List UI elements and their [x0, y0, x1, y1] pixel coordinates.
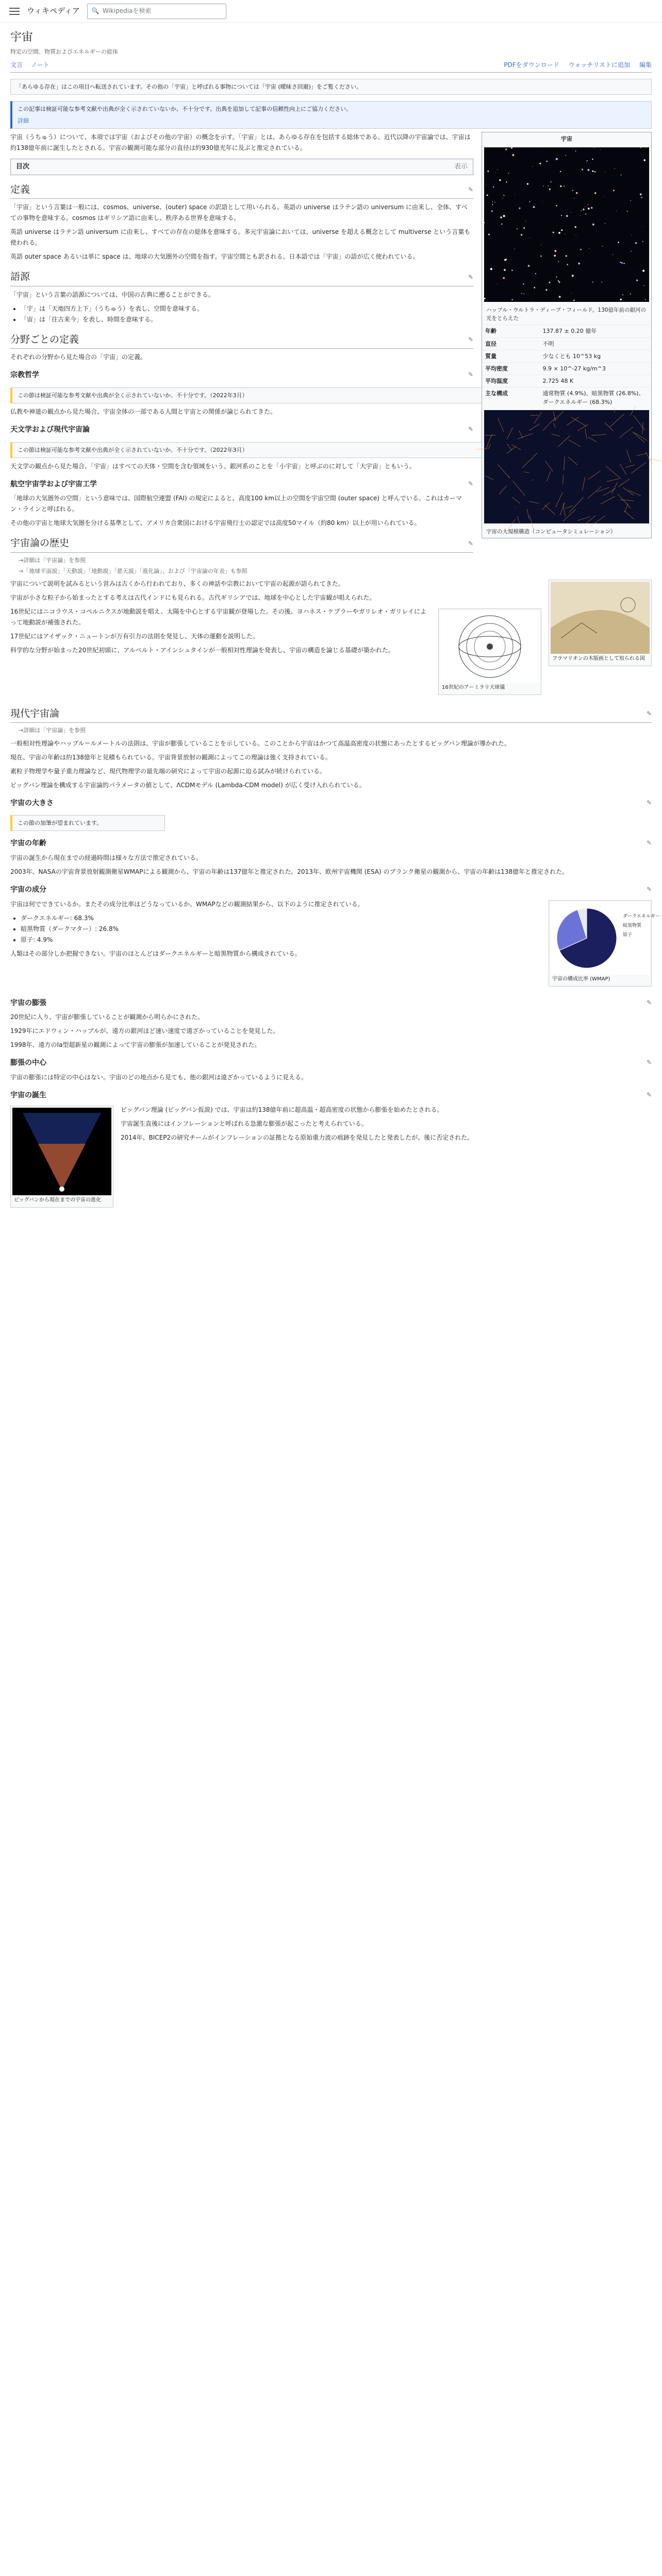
galaxy-dot [565, 155, 566, 156]
galaxy-dot [582, 168, 583, 170]
paragraph: 一般相対性理論やハッブル＝ルメートルの法則は、宇宙が膨張していることを示している。このことから宇宙はかつて高温高密度の状態にあったとするビッグバン理論が導かれた。 [10, 739, 510, 747]
thumbnail-caption: フラマリオンの木版画として知られる図 [552, 656, 645, 662]
paragraph: 現在、宇宙の年齢は約138億年と見積もられている。宇宙背景放射の観測によってこの理論は強く支持されている。 [10, 753, 332, 761]
galaxy-dot [642, 270, 644, 272]
infobox-value: 通常物質 (4.9%)、暗黒物質 (26.8%)、ダークエネルギー (68.3%) [540, 387, 651, 408]
heading-text: 宇宙の年齢 [10, 839, 46, 848]
galaxy-dot [487, 171, 489, 172]
galaxy-dot [556, 276, 557, 277]
galaxy-dot [491, 210, 493, 212]
galaxy-dot [600, 149, 601, 150]
galaxy-dot [576, 192, 578, 194]
paragraph: 人類はその部分しか把握できない。宇宙のほとんどはダークエネルギーと暗黒物質から構成されている。 [10, 950, 301, 957]
heading-text: 現代宇宙論 [10, 708, 60, 720]
galaxy-dot [506, 181, 507, 182]
paragraph: 宇宙誕生直後にはインフレーションと呼ばれる急激な膨張が起こったと考えられている。 [121, 1120, 368, 1127]
galaxy-dot [505, 148, 507, 150]
filament [485, 435, 496, 436]
paragraph: 宇宙が小さな粒子から始まったとする考えは古代インドにも見られる。古代ギリシアでは、地球を中心とした宇宙観が唱えられた。 [10, 594, 376, 602]
galaxy-dot [561, 215, 562, 216]
birth-thumbnail[interactable] [10, 1106, 113, 1208]
galaxy-dot [560, 185, 561, 187]
galaxy-dot [484, 298, 486, 299]
galaxy-dot [573, 300, 575, 301]
galaxy-dot [594, 192, 596, 194]
galaxy-dot [636, 279, 638, 281]
subsection-heading [10, 838, 652, 850]
galaxy-dot [620, 299, 622, 300]
galaxy-dot [554, 255, 556, 257]
infobox-key: 直径 [482, 337, 540, 350]
section-heading [10, 269, 473, 286]
galaxy-dot [559, 281, 560, 283]
subsection-heading [10, 998, 652, 1009]
infobox-value: 137.87 ± 0.20 億年 [540, 325, 651, 337]
galaxy-dot [591, 207, 592, 209]
paragraph: 英語 universe はラテン語 universum に由来し、すべての存在の総体を意味する。多元宇宙論においては、universe を超える概念として multiverse という言葉も使われる。 [10, 228, 471, 247]
galaxy-dot [545, 289, 547, 291]
hubble-deep-field-image[interactable] [484, 147, 649, 302]
large-scale-structure-image[interactable] [484, 410, 649, 523]
galaxy-dot [602, 246, 603, 247]
edit-pencil-icon[interactable]: ✎ [646, 710, 652, 718]
heading-text: 宗教哲学 [10, 371, 39, 380]
galaxy-dot [534, 287, 535, 289]
subsection-heading [10, 798, 652, 809]
paragraph: 2014年、BICEP2の研究チームがインフレーションの証拠となる原始重力波の痕跡を発見したと発表したが、後に否定された。 [121, 1133, 474, 1141]
heading-text: 宇宙の大きさ [10, 799, 54, 807]
watchlist-button[interactable]: ウォッチリストに追加 [568, 61, 630, 69]
galaxy-dot [588, 208, 590, 210]
galaxy-dot [622, 294, 623, 295]
galaxy-dot [563, 211, 564, 212]
page-subtitle: 特定の空間、物質およびエネルギーの総体 [10, 48, 118, 56]
galaxy-dot [640, 193, 642, 195]
heading-text: 宇宙の成分 [10, 885, 46, 894]
paragraph: 「宇宙」という言葉は一般には、cosmos、universe、(outer) space の訳語として用いられる。英語の universe はラテン語の universum に由来し、全体、すべての事物を意味する。cosmos はギリシア語に由来し、秩序ある世界を意味する。 [10, 204, 468, 222]
heading-text: 膨張の中心 [10, 1059, 46, 1067]
galaxy-dot [535, 273, 536, 274]
galaxy-dot [556, 158, 558, 160]
galaxy-dot [575, 150, 576, 151]
galaxy-dot [558, 280, 559, 281]
infobox-key: 平均密度 [482, 362, 540, 375]
galaxy-dot [492, 201, 493, 202]
galaxy-dot [587, 160, 588, 161]
edit-button[interactable]: 編集 [639, 61, 652, 69]
galaxy-dot [588, 204, 589, 205]
galaxy-dot [503, 277, 505, 279]
heading-text: 語源 [10, 271, 30, 283]
galaxy-dot [508, 173, 509, 174]
paragraph: 16世紀にはニコラウス・コペルニクスが地動説を唱え、太陽を中心とする宇宙観が登場した。その後、ヨハネス・ケプラーやガリレオ・ガリレイによって地動説が補強された。 [10, 608, 426, 626]
galaxy-dot [484, 222, 485, 223]
infobox-title: 宇宙 [561, 135, 572, 142]
galaxy-dot [549, 282, 550, 283]
section-notice: この節の加筆が望まれています。 [10, 815, 165, 831]
page-title: 宇宙 [10, 31, 34, 44]
paragraph: 英語 outer space あるいは単に space は、地球の大気圏外の空間を指す。宇宙空間とも訳される。日本語では「宇宙」の語が広く使われている。 [10, 253, 419, 261]
subsection-heading [10, 370, 473, 381]
sources-notice [10, 101, 652, 129]
galaxy-dot [501, 224, 502, 225]
galaxy-dot [528, 265, 530, 267]
intro-paragraph: 宇宙（うちゅう）について、本項では宇宙（およびその他の宇宙）の概念を示す。「宇宙」とは、あらゆる存在を包括する総体である。近代以降の宇宙論では、宇宙は約138億年前に誕生したとされる。宇宙の観測可能な部分の直径は約930億光年に及ぶと推定されている。 [10, 133, 471, 151]
galaxy-dot [558, 261, 559, 262]
infobox-key: 質量 [482, 350, 540, 362]
menu-icon[interactable] [9, 8, 20, 15]
galaxy-dot [503, 215, 505, 217]
paragraph: 宇宙は何でできているか。またその成分比率はどうなっているか。WMAPなどの観測結果から、以下のように推定されている。 [10, 900, 364, 908]
galaxy-dot [549, 189, 551, 190]
galaxy-dot [496, 283, 497, 284]
galaxy-dot [566, 215, 568, 217]
hatnote[interactable]: →「地球平面説」「天動説」「地動説」「慈天説」「進化論」、および「宇宙論の年表」も参照 [19, 567, 247, 574]
top-bar [0, 0, 662, 23]
heading-text: 宇宙の誕生 [10, 1091, 46, 1099]
galaxy-dot [581, 210, 582, 211]
pie-label: 暗黒物質 [623, 923, 642, 928]
section-heading [10, 182, 473, 199]
galaxy-dot [539, 163, 541, 164]
armillary-thumbnail[interactable] [438, 608, 541, 695]
galaxy-dot [548, 185, 549, 187]
heading-text: 分野ごとの定義 [10, 333, 79, 345]
infobox-value: 9.9 × 10^-27 kg/m^3 [540, 362, 651, 375]
pie-label: ダークエネルギー [623, 913, 660, 919]
list-item: • 「宇」は「天地四方上下」（うちゅう）を表し、空間を意味する。 [21, 303, 652, 314]
galaxy-dot [511, 147, 513, 149]
paragraph: 科学的な分野が始まった20世紀初頭に、アルベルト・アインシュタインが一般相対性理論を発表し、宇宙の構造を論じる基礎が築かれた。 [10, 647, 394, 654]
section-notice: この節は検証可能な参考文献や出典が全く示されていないか、不十分です。（2022年3月） [10, 442, 652, 458]
galaxy-dot [623, 263, 625, 264]
paragraph: 天文学の観点から見た場合、「宇宙」はすべての天体・空間を含む領域をいう。銀河系のことを「小宇宙」と呼ぶのに対して「大宇宙」ともいう。 [10, 462, 416, 470]
edit-pencil-icon[interactable]: ✎ [646, 885, 652, 893]
galaxy-dot [503, 195, 504, 196]
list-item: • 暗黒物質（ダークマター）: 26.8% [21, 924, 652, 935]
heading-text: 宇宙論の歴史 [10, 537, 70, 549]
galaxy-dot [511, 299, 512, 300]
paragraph: ビッグバン理論を構成する宇宙論的パラメータの値として、ΛCDMモデル (Lambda-CDM model) が広く受け入れられている。 [10, 781, 366, 789]
pie-chart [551, 902, 660, 974]
paragraph: 17世紀にはアイザック・ニュートンが万有引力の法則を発見し、天体の運動を説明した。 [10, 633, 259, 640]
infobox-key: 年齢 [482, 325, 540, 337]
edit-pencil-icon[interactable]: ✎ [646, 998, 652, 1006]
hatnote[interactable]: →詳細は「宇宙論」を参照 [19, 727, 86, 734]
galaxy-dot [566, 255, 567, 257]
search-placeholder: Wikipediaを検索 [102, 7, 152, 15]
composition-pie-thumbnail[interactable] [549, 900, 660, 987]
galaxy-dot [558, 232, 560, 234]
galaxy-dot [592, 171, 593, 172]
infobox-image-caption: ハッブル・ウルトラ・ディープ・フィールド。130億年前の銀河の光をとらえた [486, 307, 646, 322]
galaxy-dot [643, 159, 646, 161]
structure-svg [484, 410, 649, 523]
armillary-image [440, 611, 539, 683]
paragraph: ビッグバン理論 (ビッグバン仮説) では、宇宙は約138億年前に超高温・超高密度の状態から膨張を始めたとされる。 [121, 1106, 443, 1113]
flammarion-image [551, 582, 650, 654]
heading-text: 天文学および現代宇宙論 [10, 426, 90, 434]
sources-notice-text: この記事は検証可能な参考文献や出典が全く示されていないか、不十分です。出典を追加して記事の信頼性向上にご協力ください。 [18, 105, 352, 112]
galaxy-dot [532, 166, 533, 167]
section-heading [10, 332, 473, 349]
galaxy-dot [618, 242, 619, 243]
galaxy-dot [630, 293, 631, 294]
bigbang-image [12, 1108, 111, 1195]
paragraph: 宇宙について説明を試みるという営みは古くから行われており、多くの神話や宗教において宇宙の起源が語られてきた。 [10, 580, 344, 588]
galaxy-dot [493, 187, 494, 188]
galaxy-dot [533, 206, 535, 208]
heading-text: 航空宇宙学および宇宙工学 [10, 480, 97, 488]
infobox-value: 不明 [540, 337, 651, 350]
section-notice: この節は検証可能な参考文献や出典が全く示されていないか、不十分です。（2022年3月） [10, 387, 652, 403]
toc-toggle[interactable]: 表示 [454, 162, 468, 171]
galaxy-dot [581, 249, 582, 250]
tab-talk[interactable]: ノート [31, 61, 49, 69]
paragraph: 「宇宙」という言葉の語源については、中国の古典に遡ることができる。 [10, 291, 214, 298]
galaxy-dot [561, 229, 562, 231]
galaxy-dot [621, 175, 622, 176]
galaxy-dot [640, 147, 641, 148]
galaxy-dot [585, 213, 586, 214]
infobox-table [482, 325, 651, 408]
list-item: • 原子: 4.9% [21, 935, 652, 945]
subsection-heading [10, 885, 652, 896]
list-item: • ダークエネルギー: 68.3% [21, 913, 652, 924]
galaxy-dot [543, 185, 544, 186]
galaxy-dot [601, 282, 602, 283]
galaxy-dot [500, 216, 502, 218]
site-logo[interactable]: ウィキペディア [27, 6, 80, 15]
deep-field-svg [484, 147, 649, 302]
galaxy-dot [592, 159, 593, 160]
galaxy-dot [572, 190, 573, 191]
galaxy-dot [627, 211, 628, 212]
galaxy-dot [492, 204, 493, 205]
paragraph: 素粒子物理学や量子重力理論など、現代物理学の最先端の研究によって宇宙の起源に迫る試みが続けられている。 [10, 767, 326, 775]
galaxy-dot [527, 183, 528, 184]
galaxy-dot [523, 227, 525, 229]
galaxy-dot [488, 233, 490, 235]
hatnote[interactable]: →詳細は「宇宙論」を参照 [19, 556, 86, 564]
flammarion-thumbnail[interactable] [549, 580, 652, 666]
galaxy-dot [641, 197, 642, 198]
section-heading [10, 706, 652, 723]
galaxy-dot [583, 209, 584, 210]
thumbnail-caption: 宇宙の構成比率 (WMAP) [552, 976, 610, 982]
galaxy-dot [521, 234, 522, 235]
galaxy-dot [556, 205, 557, 207]
paragraph: 仏教や神道の観点から見た場合、宇宙全体の一部である人間と宇宙との関係が論じられてきた。 [10, 408, 277, 416]
subsection-heading [10, 479, 473, 490]
galaxy-dot [554, 250, 556, 252]
edit-pencil-icon[interactable]: ✎ [468, 426, 473, 433]
galaxy-dot [499, 179, 501, 181]
galaxy-dot [635, 242, 637, 244]
galaxy-dot [578, 263, 580, 265]
infobox-value: 少なくとも 10^53 kg [540, 350, 651, 362]
galaxy-dot [511, 269, 513, 271]
galaxy-dot [519, 208, 520, 209]
thumbnail-caption: 16世紀のアーミラリ天球儀 [442, 685, 505, 691]
galaxy-dot [567, 264, 568, 265]
galaxy-dot [588, 169, 590, 171]
galaxy-dot [621, 262, 623, 264]
galaxy-dot [620, 262, 621, 263]
second-image-caption: 宇宙の大規模構造（コンピュータシミュレーション） [486, 528, 616, 535]
galaxy-dot [490, 268, 492, 270]
subsection-heading [10, 1090, 652, 1101]
paragraph: 「地球の大気圏外の空間」という意味では、国際航空連盟 (FAI) の規定によると、高度100 km以上の空間を宇宙空間 (outer space) と呼んでいる。これはカーマン・ラインと呼ばれる。 [10, 495, 462, 513]
search-input[interactable] [87, 4, 226, 19]
galaxy-dot [517, 228, 518, 229]
paragraph: 宇宙の誕生から現在までの経過時間は様々な方法で推定されている。 [10, 854, 203, 861]
edit-pencil-icon[interactable]: ✎ [468, 480, 473, 487]
galaxy-dot [551, 181, 552, 182]
tab-article[interactable]: 文言 [10, 61, 23, 69]
paragraph: 2003年、NASAの宇宙背景放射観測衛星WMAPによる観測から、宇宙の年齢は137億年と推定された。2013年、欧州宇宙機関 (ESA) のプランク衛星の観測から、宇宙の年齢は138億年と推定された。 [10, 868, 569, 875]
sources-notice-details[interactable]: 詳細 [18, 117, 29, 124]
galaxy-dot [572, 275, 574, 277]
paragraph: 宇宙の膨張には特定の中心はない。宇宙のどの地点から見ても、他の銀河は遠ざかっているように見える。 [10, 1073, 308, 1081]
edit-pencil-icon[interactable]: ✎ [646, 1091, 652, 1098]
galaxy-dot [586, 162, 587, 163]
galaxy-dot [571, 212, 572, 213]
heading-text: 定義 [10, 184, 30, 196]
infobox-key: 主な構成 [482, 387, 540, 408]
subsection-heading [10, 1058, 652, 1069]
heading-text: 宇宙の膨張 [10, 998, 46, 1007]
paragraph: その他の宇宙と地球大気圏を分ける基準として、アメリカ合衆国における宇宙飛行士の認定では高度50マイル（約80 km）以上が用いられている。 [10, 519, 421, 527]
edit-pencil-icon[interactable]: ✎ [468, 539, 473, 547]
paragraph: 20世紀に入り、宇宙が膨張していることが観測から明らかにされた。 [10, 1013, 204, 1021]
section-heading [10, 536, 473, 552]
galaxy-dot [547, 161, 548, 162]
pie-label: 原子 [623, 932, 633, 938]
infobox-value: 2.725 48 K [540, 375, 651, 387]
galaxy-dot [512, 154, 514, 156]
galaxy-dot [538, 151, 539, 152]
galaxy-dot [613, 190, 615, 191]
article [0, 23, 662, 1212]
edit-pencil-icon[interactable]: ✎ [468, 336, 473, 344]
galaxy-dot [564, 185, 565, 187]
subsection-heading [10, 425, 473, 436]
galaxy-dot [521, 293, 522, 294]
paragraph: 1998年、遠方のIa型超新星の観測によって宇宙の膨張が加速していることが発見された。 [10, 1041, 261, 1049]
download-pdf-button[interactable]: PDFをダウンロード [504, 61, 559, 69]
galaxy-dot [560, 171, 561, 172]
galaxy-dot [523, 283, 524, 284]
page-tabs [10, 60, 652, 73]
edit-pencil-icon[interactable]: ✎ [468, 371, 473, 379]
galaxy-dot [538, 226, 539, 227]
thumbnail-caption: ビッグバンから現在までの宇宙の進化 [14, 1197, 101, 1203]
galaxy-dot [559, 296, 561, 298]
paragraph: 1929年にエドウィン・ハッブルが、遠方の銀河ほど速い速度で遠ざかっていることを発見した。 [10, 1027, 279, 1035]
galaxy-dot [487, 194, 488, 196]
list-item: • 「宙」は「往古来今」を表し、時間を意味する。 [21, 314, 652, 325]
edit-pencil-icon[interactable]: ✎ [468, 273, 473, 281]
redirect-hatnote: 「あらゆる存在」はこの項目へ転送されています。その他の「宇宙」と呼ばれる事物については「宇宙 (曖昧さ回避)」をご覧ください。 [10, 79, 652, 95]
galaxy-dot [529, 201, 531, 202]
search-icon: 🔍 [91, 7, 100, 15]
edit-pencil-icon[interactable]: ✎ [468, 186, 473, 194]
edit-pencil-icon[interactable]: ✎ [646, 1059, 652, 1066]
galaxy-dot [645, 299, 646, 300]
galaxy-dot [594, 171, 596, 173]
galaxy-dot [504, 269, 506, 271]
galaxy-dot [631, 251, 632, 252]
toc-label: 目次 [16, 162, 30, 171]
infobox-key: 平均温度 [482, 375, 540, 387]
table-of-contents[interactable] [10, 159, 473, 175]
galaxy-dot [642, 241, 643, 242]
galaxy-dot [540, 256, 542, 257]
galaxy-dot [592, 224, 594, 226]
infobox [482, 132, 652, 538]
galaxy-dot [575, 226, 576, 228]
pie-svg [551, 902, 660, 974]
edit-pencil-icon[interactable]: ✎ [646, 799, 652, 806]
galaxy-dot [506, 259, 507, 260]
galaxy-dot [495, 172, 496, 173]
paragraph: それぞれの分野から見た場合の「宇宙」の定義。 [10, 353, 147, 361]
edit-pencil-icon[interactable]: ✎ [646, 839, 652, 847]
galaxy-dot [553, 232, 554, 233]
